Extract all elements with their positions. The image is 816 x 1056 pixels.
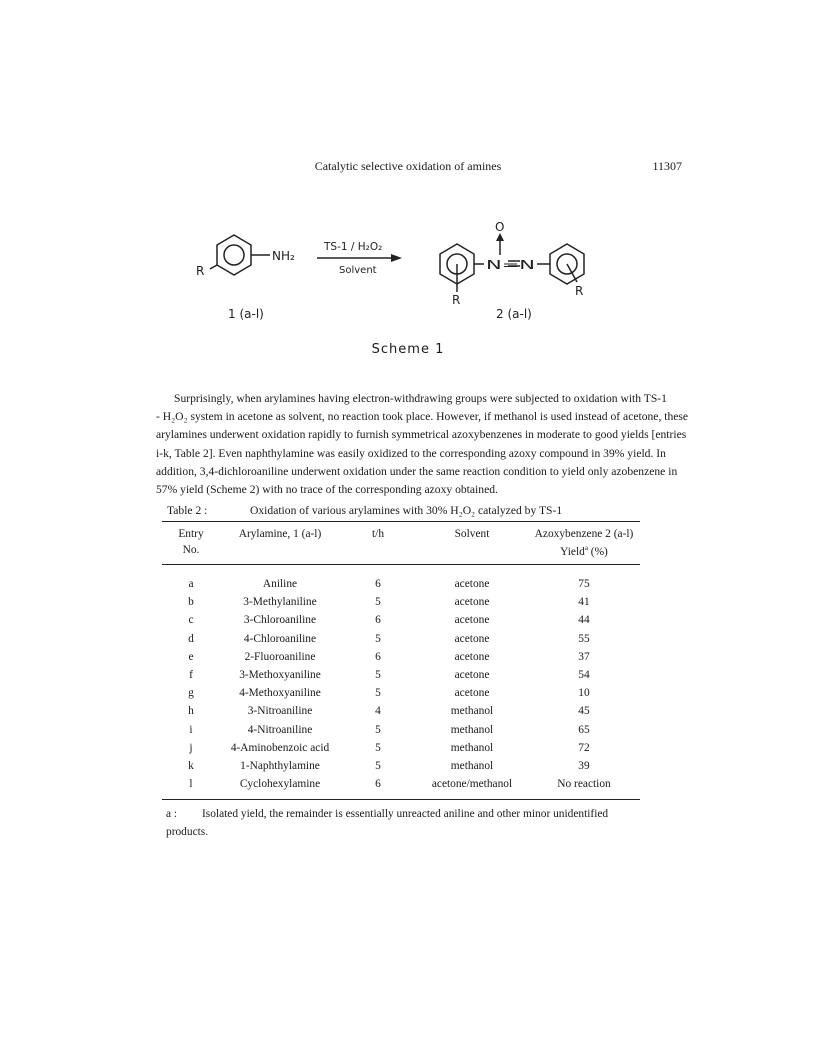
azo-group-label: N=N xyxy=(486,258,535,272)
reaction-arrowhead xyxy=(391,254,402,262)
table-row xyxy=(162,648,640,666)
reactant-benzene-ring xyxy=(217,235,251,275)
header-entry-no: No. xyxy=(162,544,220,565)
cell-time: 5 xyxy=(375,759,381,772)
cell-entry: j xyxy=(189,741,193,754)
cell-arylamine: 3-Nitroaniline xyxy=(247,705,313,718)
header-yield-footnote-mark: a xyxy=(584,544,588,552)
cell-yield: 55 xyxy=(578,632,590,645)
cell-arylamine: 4-Chloroaniline xyxy=(243,632,317,645)
product-compound-label: 2 (a-l) xyxy=(496,307,532,321)
cell-time: 5 xyxy=(375,741,381,754)
header-yield-sub xyxy=(528,544,640,565)
table-row xyxy=(162,721,640,739)
cell-entry: k xyxy=(188,759,194,772)
table-title: Oxidation of various arylamines with 30% H₂O₂ catalyzed by TS-1 xyxy=(250,504,563,517)
cell-yield: 75 xyxy=(578,578,590,591)
cell-time: 5 xyxy=(375,723,381,736)
cell-time: 5 xyxy=(375,596,381,609)
cell-solvent: methanol xyxy=(450,741,494,754)
cell-entry: c xyxy=(188,614,194,627)
reaction-scheme xyxy=(190,222,620,362)
cell-solvent: acetone xyxy=(454,578,490,591)
table-row xyxy=(162,611,640,629)
cell-time: 5 xyxy=(375,632,381,645)
reaction-scheme-drawing xyxy=(190,222,620,362)
cell-entry: h xyxy=(188,705,194,718)
page-number: 11307 xyxy=(652,159,682,173)
table-subheader-row xyxy=(162,544,640,565)
cell-arylamine: Cyclohexylamine xyxy=(220,775,340,800)
cell-solvent: acetone xyxy=(454,650,490,663)
product-right-r-label: R xyxy=(575,284,584,298)
product-left-r-label: R xyxy=(452,293,461,307)
table-row xyxy=(162,739,640,757)
cell-time: 5 xyxy=(375,687,381,700)
paragraph-line-4: i-k, Table 2]. Even naphthylamine was easily oxidized to the corresponding azoxy compound in 39% yield. In xyxy=(156,446,666,460)
cell-entry: e xyxy=(188,650,194,663)
paragraph-line-5: addition, 3,4-dichloroaniline underwent oxidation under the same reaction condition to yield only azobenzene in xyxy=(156,464,678,478)
cell-solvent: acetone xyxy=(454,596,490,609)
table-row xyxy=(162,565,640,594)
cell-arylamine: 2-Fluoroaniline xyxy=(244,650,316,663)
table-body xyxy=(162,565,640,800)
cell-yield: 39 xyxy=(578,759,590,772)
table-label: Table 2 : xyxy=(167,504,208,517)
paragraph-line-1: Surprisingly, when arylamines having electron-withdrawing groups were subjected to oxidation with TS-1 xyxy=(174,392,667,405)
table-footnote xyxy=(166,805,646,841)
table-caption xyxy=(167,504,562,517)
cell-solvent: methanol xyxy=(450,759,494,772)
cell-time: 5 xyxy=(375,669,381,682)
cell-yield: 54 xyxy=(578,669,590,682)
cell-entry: i xyxy=(189,723,193,736)
reactant-aromatic-circle xyxy=(224,245,244,265)
table-row xyxy=(162,684,640,702)
cell-yield: 41 xyxy=(578,596,590,609)
cell-solvent: acetone xyxy=(454,614,490,627)
footnote-label: a : xyxy=(166,808,178,820)
table-header-row xyxy=(162,522,640,545)
footnote-line-1 xyxy=(166,805,646,823)
cell-arylamine: 4-Aminobenzoic acid xyxy=(230,741,330,754)
table-row xyxy=(162,630,640,648)
cell-time: 6 xyxy=(375,578,381,591)
cell-arylamine: Aniline xyxy=(262,578,298,591)
paragraph xyxy=(156,390,689,499)
reagent-label: TS-1 / H₂O₂ xyxy=(324,241,383,253)
cell-time: 4 xyxy=(375,705,381,718)
cell-entry: b xyxy=(188,596,194,609)
table-row xyxy=(162,757,640,775)
cell-solvent: acetone xyxy=(454,632,490,645)
reactant-r-bond xyxy=(210,265,217,269)
header-time: t/h xyxy=(340,522,416,545)
header-arylamine: Arylamine, 1 (a-l) xyxy=(220,522,340,545)
cell-arylamine: 3-Chloroaniline xyxy=(243,614,317,627)
n-oxide-arrowhead xyxy=(496,233,504,241)
running-header-title: Catalytic selective oxidation of amines xyxy=(314,159,502,173)
table-row xyxy=(162,666,640,684)
body-paragraph xyxy=(156,390,689,499)
cell-solvent: acetone xyxy=(454,687,490,700)
footnote-text: Isolated yield, the remainder is essentially unreacted aniline and other minor unidentified xyxy=(202,808,609,820)
product-right-r-bond xyxy=(567,264,577,282)
cell-arylamine: 1-Naphthylamine xyxy=(240,759,320,772)
cell-yield: 65 xyxy=(578,723,590,736)
reactant-compound-label: 1 (a-l) xyxy=(228,307,264,321)
paragraph-line-6: 57% yield (Scheme 2) with no trace of the corresponding azoxy obtained. xyxy=(156,483,498,497)
cell-arylamine: 4-Methoxyaniline xyxy=(239,687,321,700)
cell-solvent: methanol xyxy=(450,723,494,736)
reactant-amine-label: NH₂ xyxy=(272,249,295,263)
header-solvent: Solvent xyxy=(416,522,528,545)
table-row xyxy=(162,702,640,720)
cell-yield: 10 xyxy=(578,687,590,700)
table-row xyxy=(162,593,640,611)
header-entry: Entry xyxy=(162,522,220,545)
cell-yield: 44 xyxy=(578,614,590,627)
oxygen-label: O xyxy=(495,222,505,234)
cell-time: 6 xyxy=(375,614,381,627)
paragraph-line-3: arylamines underwent oxidation rapidly to furnish symmetrical azoxybenzenes in moderate to good yields [entries xyxy=(156,428,687,442)
results-table xyxy=(162,521,640,800)
cell-arylamine: 4-Nitroaniline xyxy=(247,723,313,736)
condition-label: Solvent xyxy=(339,265,377,276)
cell-yield: 45 xyxy=(578,705,590,718)
cell-entry: g xyxy=(188,687,194,700)
cell-yield: 72 xyxy=(578,741,590,754)
header-yield: Azoxybenzene 2 (a-l) xyxy=(528,522,640,545)
cell-time: 6 xyxy=(375,650,381,663)
table-row xyxy=(162,775,640,800)
scheme-caption: Scheme 1 xyxy=(371,342,445,357)
header-yield-word: Yield xyxy=(560,545,585,558)
cell-entry: f xyxy=(189,669,193,682)
cell-time: 6 xyxy=(340,775,416,800)
footnote-continuation: products. xyxy=(166,826,209,838)
cell-yield: 37 xyxy=(578,650,590,663)
paragraph-line-2: - H₂O₂ system in acetone as solvent, no reaction took place. However, if methanol is used instead of acetone, these xyxy=(156,410,689,424)
cell-arylamine: 3-Methylaniline xyxy=(243,596,317,609)
header-yield-unit: (%) xyxy=(587,545,608,558)
cell-solvent: methanol xyxy=(450,705,494,718)
cell-arylamine: 3-Methoxyaniline xyxy=(239,669,321,682)
cell-solvent: acetone/methanol xyxy=(416,775,528,800)
reactant-r-label: R xyxy=(196,264,205,278)
cell-yield: No reaction xyxy=(528,775,640,800)
cell-entry: a xyxy=(188,578,194,591)
cell-solvent: acetone xyxy=(454,669,490,682)
cell-entry: d xyxy=(188,632,194,645)
cell-entry: l xyxy=(162,775,220,800)
